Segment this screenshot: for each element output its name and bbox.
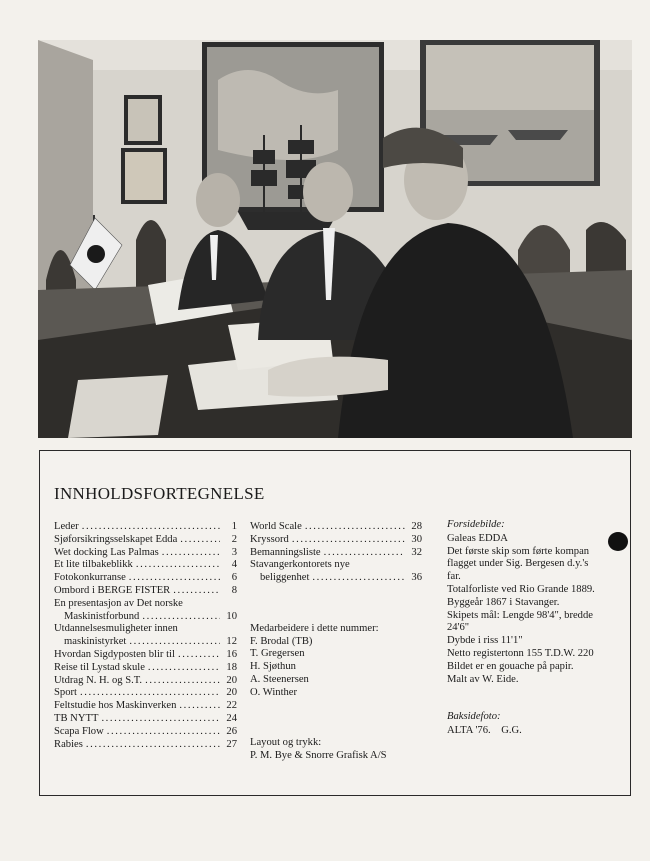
- toc-entry: Utdannelsesmuligheter innen: [54, 623, 178, 635]
- forside-line: 24'6": [447, 622, 470, 634]
- contributor-name: F. Brodal (TB): [250, 635, 313, 647]
- contributor-name: T. Gregersen: [250, 648, 305, 660]
- contents-column-1: [54, 521, 237, 751]
- forside-line: Dybde i riss 11'1": [447, 635, 523, 647]
- forside-line: Skipets mål: Lengde 98'4", bredde: [447, 609, 593, 621]
- toc-entry: En presentasjon av Det norske: [54, 597, 183, 609]
- toc-entry: Sport ..... 20: [54, 687, 237, 700]
- cover-photo: [38, 40, 632, 438]
- toc-entry: maskinistyrket ..... 12: [54, 636, 237, 649]
- bakside-line: ALTA '76. G.G.: [447, 725, 522, 737]
- toc-entry: Et lite tilbakeblikk ..... 4: [54, 559, 237, 572]
- contents-title: INNHOLDSFORTEGNELSE: [54, 484, 265, 503]
- toc-entry: Fotokonkurranse ..... 6: [54, 572, 237, 585]
- toc-entry: Reise til Lystad skule ..... 18: [54, 662, 237, 675]
- toc-entry: Sjøforsikringsselskapet Edda ..... 2: [54, 534, 237, 547]
- forside-line: flagget under Sig. Bergesen d.y.'s: [447, 558, 589, 570]
- toc-entry: Ombord i BERGE FISTER ..... 8: [54, 585, 237, 598]
- forside-line: Byggeår 1867 i Stavanger.: [447, 596, 560, 608]
- toc-entry: Maskinistforbund ..... 10: [54, 611, 237, 624]
- forside-line: Galeas EDDA: [447, 532, 508, 544]
- forside-heading: Forsidebilde:: [447, 519, 505, 530]
- toc-entry: Rabies ..... 27: [54, 739, 237, 752]
- toc-entry: World Scale ..... 28: [250, 521, 422, 534]
- toc-entry: TB NYTT ..... 24: [54, 713, 237, 726]
- contents-box: [39, 450, 631, 796]
- toc-entry: Kryssord ..... 30: [250, 534, 422, 547]
- contents-column-2: [250, 521, 422, 763]
- contributor-name: H. Sjøthun: [250, 661, 296, 673]
- toc-entry: Hvordan Sigdyposten blir til ..... 16: [54, 649, 237, 662]
- bakside-heading: Baksidefoto:: [447, 711, 501, 723]
- contributors-heading: Medarbeidere i dette nummer:: [250, 622, 379, 634]
- punch-hole: [608, 532, 628, 551]
- toc-entry: Utdrag N. H. og S.T. ..... 20: [54, 675, 237, 688]
- boardroom-photo-illustration: [38, 40, 632, 438]
- toc-entry: beliggenhet ..... 36: [250, 572, 422, 585]
- contributor-name: A. Steenersen: [250, 673, 309, 685]
- toc-entry: Stavangerkontorets nye: [250, 559, 350, 571]
- forside-line: Malt av W. Eide.: [447, 673, 519, 685]
- toc-entry: Feltstudie hos Maskinverken ..... 22: [54, 700, 237, 713]
- layout-credit: P. M. Bye & Snorre Grafisk A/S: [250, 750, 387, 762]
- layout-heading: Layout og trykk:: [250, 737, 322, 749]
- forside-line: Bildet er en gouache på papir.: [447, 660, 574, 672]
- toc-entry: Bemanningsliste ..... 32: [250, 547, 422, 560]
- toc-entry: Leder ..... 1: [54, 521, 237, 534]
- contents-column-3: [447, 519, 625, 738]
- forside-line: far.: [447, 571, 461, 583]
- forside-line: Netto registertonn 155 T.D.W. 220: [447, 647, 594, 659]
- forside-line: Det første skip som førte kompan: [447, 545, 590, 557]
- toc-entry: Scapa Flow ..... 26: [54, 726, 237, 739]
- forside-line: Totalforliste ved Rio Grande 1889.: [447, 583, 595, 595]
- contributor-name: O. Winther: [250, 686, 298, 698]
- toc-entry: Wet docking Las Palmas ..... 3: [54, 547, 237, 560]
